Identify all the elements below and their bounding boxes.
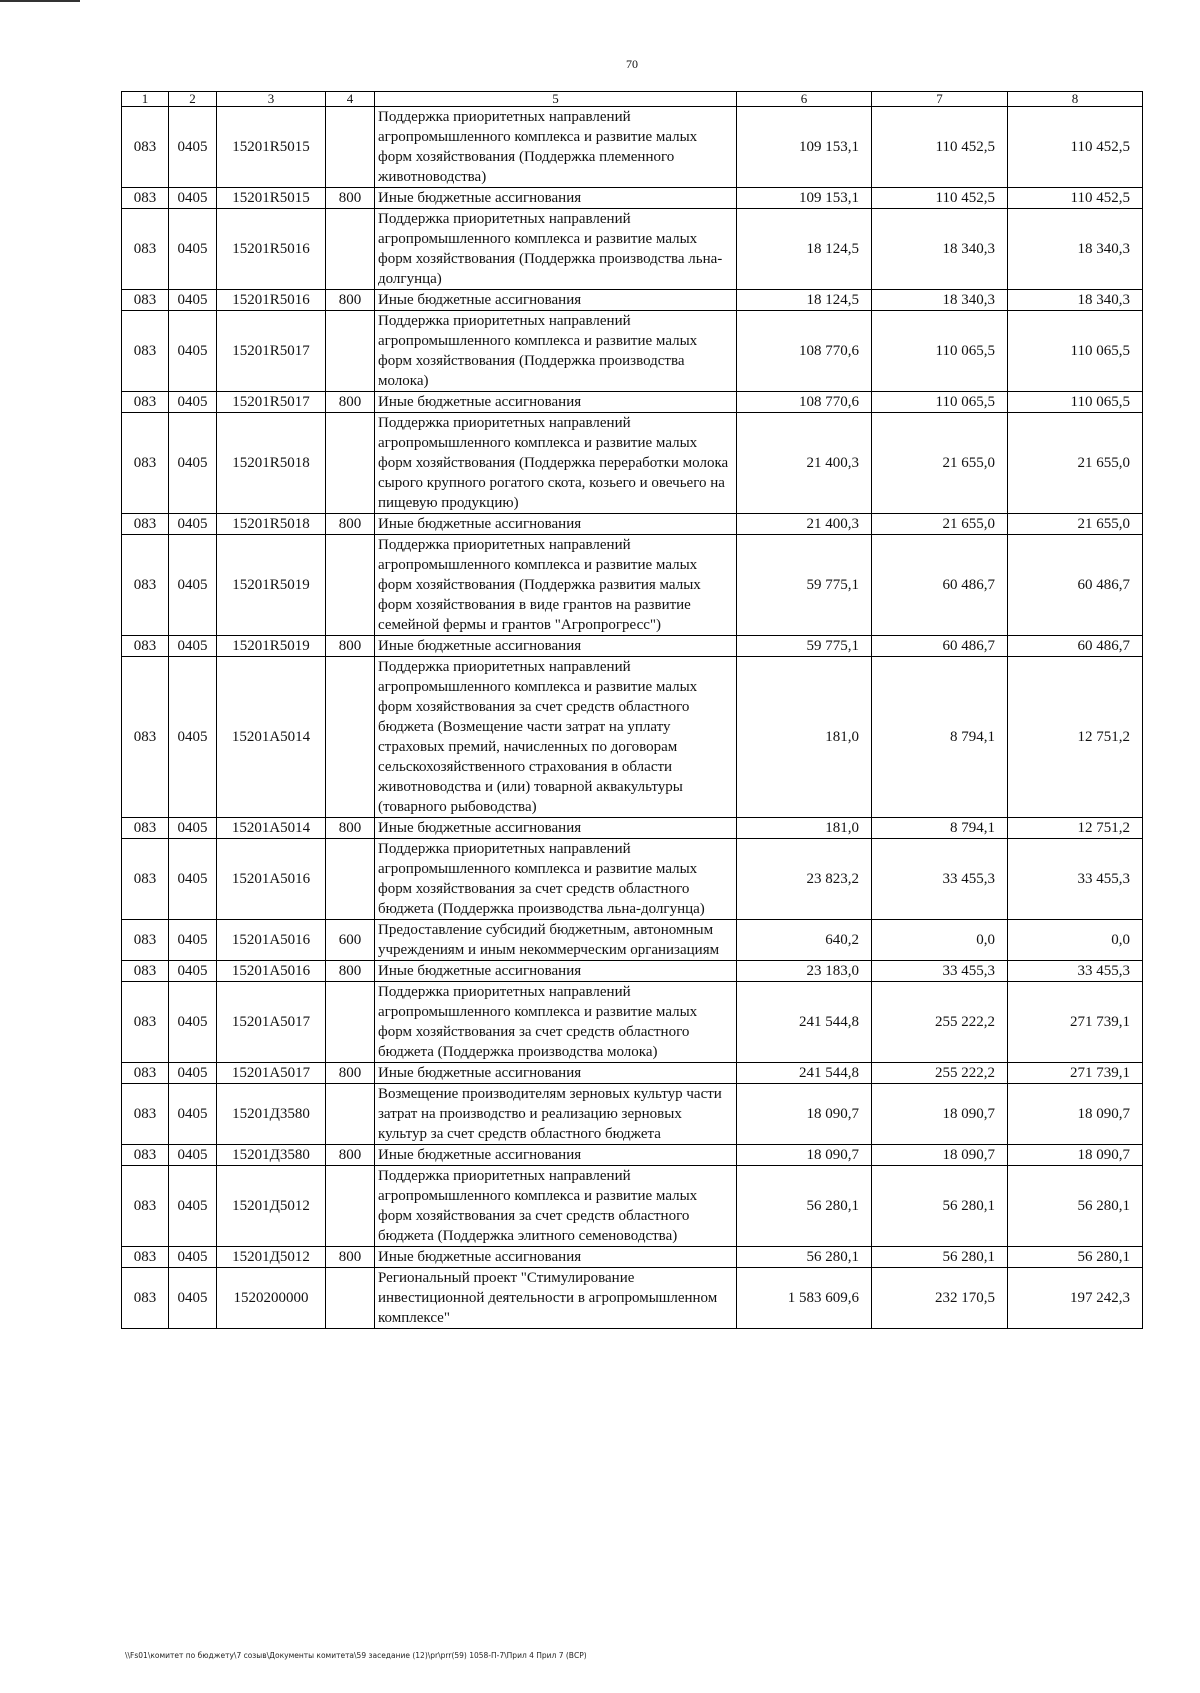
amount-year3-cell: 18 090,7 bbox=[1008, 1145, 1143, 1166]
expense-type-cell: 800 bbox=[326, 1063, 375, 1084]
amount-year1-cell: 21 400,3 bbox=[737, 514, 872, 535]
amount-year1-cell: 59 775,1 bbox=[737, 636, 872, 657]
page-number: 70 bbox=[626, 57, 638, 71]
description-cell: Предоставление субсидий бюджетным, автономным учреждениям и иным некоммерческим организациям bbox=[375, 920, 737, 961]
table-row bbox=[122, 839, 1143, 920]
expense-type-cell bbox=[326, 1268, 375, 1329]
amount-year1-cell: 18 124,5 bbox=[737, 290, 872, 311]
target-article-cell: 15201R5015 bbox=[217, 188, 326, 209]
amount-year1-cell: 18 090,7 bbox=[737, 1084, 872, 1145]
amount-year2-cell: 33 455,3 bbox=[872, 961, 1008, 982]
amount-year1-cell: 109 153,1 bbox=[737, 188, 872, 209]
table-row bbox=[122, 657, 1143, 818]
target-article-cell: 15201A5017 bbox=[217, 982, 326, 1063]
admin-code-cell: 083 bbox=[122, 982, 169, 1063]
header-cell: 1 bbox=[122, 92, 169, 107]
expense-type-cell: 800 bbox=[326, 290, 375, 311]
expense-type-cell: 600 bbox=[326, 920, 375, 961]
admin-code-cell: 083 bbox=[122, 107, 169, 188]
amount-year2-cell: 60 486,7 bbox=[872, 535, 1008, 636]
expense-type-cell: 800 bbox=[326, 1145, 375, 1166]
description-cell: Иные бюджетные ассигнования bbox=[375, 818, 737, 839]
admin-code-cell: 083 bbox=[122, 961, 169, 982]
expense-type-cell: 800 bbox=[326, 1247, 375, 1268]
target-article-cell: 15201R5017 bbox=[217, 311, 326, 392]
target-article-cell: 15201R5018 bbox=[217, 514, 326, 535]
amount-year2-cell: 255 222,2 bbox=[872, 982, 1008, 1063]
amount-year3-cell: 33 455,3 bbox=[1008, 839, 1143, 920]
amount-year3-cell: 18 090,7 bbox=[1008, 1084, 1143, 1145]
amount-year1-cell: 108 770,6 bbox=[737, 392, 872, 413]
table-row bbox=[122, 392, 1143, 413]
description-cell: Поддержка приоритетных направлений агропромышленного комплекса и развитие малых форм хозяйствования (Поддержка производства молока) bbox=[375, 311, 737, 392]
expense-type-cell bbox=[326, 1166, 375, 1247]
admin-code-cell: 083 bbox=[122, 311, 169, 392]
target-article-cell: 15201R5016 bbox=[217, 209, 326, 290]
amount-year2-cell: 33 455,3 bbox=[872, 839, 1008, 920]
amount-year3-cell: 12 751,2 bbox=[1008, 657, 1143, 818]
amount-year2-cell: 56 280,1 bbox=[872, 1247, 1008, 1268]
amount-year3-cell: 18 340,3 bbox=[1008, 290, 1143, 311]
amount-year3-cell: 56 280,1 bbox=[1008, 1166, 1143, 1247]
description-cell: Поддержка приоритетных направлений агропромышленного комплекса и развитие малых форм хозяйствования за счет средств областного бюджета (Поддержка производства молока) bbox=[375, 982, 737, 1063]
target-article-cell: 15201R5019 bbox=[217, 535, 326, 636]
budget-table bbox=[121, 91, 1143, 1329]
description-cell: Поддержка приоритетных направлений агропромышленного комплекса и развитие малых форм хозяйствования за счет средств областного бюджета (Поддержка элитного семеноводства) bbox=[375, 1166, 737, 1247]
target-article-cell: 15201A5016 bbox=[217, 839, 326, 920]
expense-type-cell bbox=[326, 982, 375, 1063]
amount-year3-cell: 271 739,1 bbox=[1008, 982, 1143, 1063]
amount-year2-cell: 21 655,0 bbox=[872, 413, 1008, 514]
target-article-cell: 15201R5016 bbox=[217, 290, 326, 311]
amount-year2-cell: 56 280,1 bbox=[872, 1166, 1008, 1247]
admin-code-cell: 083 bbox=[122, 290, 169, 311]
amount-year2-cell: 232 170,5 bbox=[872, 1268, 1008, 1329]
header-row bbox=[122, 92, 1143, 107]
admin-code-cell: 083 bbox=[122, 1084, 169, 1145]
admin-code-cell: 083 bbox=[122, 1145, 169, 1166]
admin-code-cell: 083 bbox=[122, 657, 169, 818]
description-cell: Поддержка приоритетных направлений агропромышленного комплекса и развитие малых форм хозяйствования за счет средств областного бюджета (Возмещение части затрат на уплату страховых премий, начисленных по договорам сельскохозяйственного страхования в области животноводства и (или) товарной аквакультуры (товарного рыбоводства) bbox=[375, 657, 737, 818]
amount-year1-cell: 181,0 bbox=[737, 818, 872, 839]
target-article-cell: 15201A5017 bbox=[217, 1063, 326, 1084]
table-row bbox=[122, 188, 1143, 209]
admin-code-cell: 083 bbox=[122, 535, 169, 636]
description-cell: Иные бюджетные ассигнования bbox=[375, 290, 737, 311]
amount-year1-cell: 109 153,1 bbox=[737, 107, 872, 188]
section-code-cell: 0405 bbox=[169, 1084, 217, 1145]
section-code-cell: 0405 bbox=[169, 636, 217, 657]
admin-code-cell: 083 bbox=[122, 1166, 169, 1247]
amount-year1-cell: 241 544,8 bbox=[737, 1063, 872, 1084]
target-article-cell: 15201R5015 bbox=[217, 107, 326, 188]
target-article-cell: 15201R5019 bbox=[217, 636, 326, 657]
section-code-cell: 0405 bbox=[169, 311, 217, 392]
amount-year2-cell: 8 794,1 bbox=[872, 657, 1008, 818]
table-row bbox=[122, 413, 1143, 514]
header-cell: 4 bbox=[326, 92, 375, 107]
amount-year1-cell: 23 823,2 bbox=[737, 839, 872, 920]
table-row bbox=[122, 920, 1143, 961]
description-cell: Иные бюджетные ассигнования bbox=[375, 392, 737, 413]
amount-year1-cell: 241 544,8 bbox=[737, 982, 872, 1063]
target-article-cell: 15201A5014 bbox=[217, 657, 326, 818]
target-article-cell: 15201A5016 bbox=[217, 961, 326, 982]
table-row bbox=[122, 1268, 1143, 1329]
amount-year1-cell: 18 124,5 bbox=[737, 209, 872, 290]
amount-year1-cell: 18 090,7 bbox=[737, 1145, 872, 1166]
amount-year3-cell: 271 739,1 bbox=[1008, 1063, 1143, 1084]
amount-year2-cell: 21 655,0 bbox=[872, 514, 1008, 535]
section-code-cell: 0405 bbox=[169, 1063, 217, 1084]
header-cell: 5 bbox=[375, 92, 737, 107]
amount-year2-cell: 110 452,5 bbox=[872, 188, 1008, 209]
section-code-cell: 0405 bbox=[169, 657, 217, 818]
admin-code-cell: 083 bbox=[122, 839, 169, 920]
amount-year3-cell: 197 242,3 bbox=[1008, 1268, 1143, 1329]
section-code-cell: 0405 bbox=[169, 961, 217, 982]
table-row bbox=[122, 1084, 1143, 1145]
footer-file-path: \\Fs01\комитет по бюджету\7 созыв\Документы комитета\59 заседание (12)\pr\prr(59) 1058-П-7\Прил 4 Прил 7 (ВСР) bbox=[125, 1651, 587, 1660]
target-article-cell: 15201A5014 bbox=[217, 818, 326, 839]
description-cell: Поддержка приоритетных направлений агропромышленного комплекса и развитие малых форм хозяйствования за счет средств областного бюджета (Поддержка производства льна-долгунца) bbox=[375, 839, 737, 920]
table-row bbox=[122, 290, 1143, 311]
header-cell: 2 bbox=[169, 92, 217, 107]
admin-code-cell: 083 bbox=[122, 392, 169, 413]
amount-year2-cell: 18 090,7 bbox=[872, 1084, 1008, 1145]
header-cell: 3 bbox=[217, 92, 326, 107]
amount-year1-cell: 640,2 bbox=[737, 920, 872, 961]
amount-year3-cell: 110 452,5 bbox=[1008, 188, 1143, 209]
expense-type-cell bbox=[326, 311, 375, 392]
admin-code-cell: 083 bbox=[122, 413, 169, 514]
amount-year3-cell: 21 655,0 bbox=[1008, 514, 1143, 535]
admin-code-cell: 083 bbox=[122, 188, 169, 209]
description-cell: Поддержка приоритетных направлений агропромышленного комплекса и развитие малых форм хозяйствования (Поддержка племенного животноводства) bbox=[375, 107, 737, 188]
section-code-cell: 0405 bbox=[169, 413, 217, 514]
amount-year3-cell: 12 751,2 bbox=[1008, 818, 1143, 839]
target-article-cell: 15201R5017 bbox=[217, 392, 326, 413]
admin-code-cell: 083 bbox=[122, 920, 169, 961]
amount-year3-cell: 60 486,7 bbox=[1008, 636, 1143, 657]
expense-type-cell: 800 bbox=[326, 514, 375, 535]
table-row bbox=[122, 1247, 1143, 1268]
table-row bbox=[122, 107, 1143, 188]
admin-code-cell: 083 bbox=[122, 636, 169, 657]
amount-year2-cell: 110 452,5 bbox=[872, 107, 1008, 188]
admin-code-cell: 083 bbox=[122, 209, 169, 290]
amount-year3-cell: 18 340,3 bbox=[1008, 209, 1143, 290]
expense-type-cell: 800 bbox=[326, 392, 375, 413]
amount-year1-cell: 1 583 609,6 bbox=[737, 1268, 872, 1329]
expense-type-cell bbox=[326, 209, 375, 290]
table-row bbox=[122, 636, 1143, 657]
target-article-cell: 15201Д5012 bbox=[217, 1166, 326, 1247]
amount-year2-cell: 110 065,5 bbox=[872, 311, 1008, 392]
amount-year3-cell: 110 452,5 bbox=[1008, 107, 1143, 188]
amount-year1-cell: 56 280,1 bbox=[737, 1166, 872, 1247]
section-code-cell: 0405 bbox=[169, 920, 217, 961]
expense-type-cell: 800 bbox=[326, 818, 375, 839]
amount-year3-cell: 110 065,5 bbox=[1008, 392, 1143, 413]
amount-year2-cell: 18 340,3 bbox=[872, 209, 1008, 290]
expense-type-cell bbox=[326, 413, 375, 514]
amount-year3-cell: 33 455,3 bbox=[1008, 961, 1143, 982]
table-row bbox=[122, 514, 1143, 535]
section-code-cell: 0405 bbox=[169, 535, 217, 636]
description-cell: Поддержка приоритетных направлений агропромышленного комплекса и развитие малых форм хозяйствования (Поддержка развития малых форм хозяйствования в виде грантов на развитие семейной фермы и грантов "Агропрогресс") bbox=[375, 535, 737, 636]
amount-year3-cell: 110 065,5 bbox=[1008, 311, 1143, 392]
section-code-cell: 0405 bbox=[169, 1268, 217, 1329]
table-row bbox=[122, 961, 1143, 982]
section-code-cell: 0405 bbox=[169, 839, 217, 920]
section-code-cell: 0405 bbox=[169, 1145, 217, 1166]
target-article-cell: 1520200000 bbox=[217, 1268, 326, 1329]
expense-type-cell: 800 bbox=[326, 636, 375, 657]
amount-year2-cell: 18 340,3 bbox=[872, 290, 1008, 311]
header-cell: 6 bbox=[737, 92, 872, 107]
amount-year2-cell: 18 090,7 bbox=[872, 1145, 1008, 1166]
expense-type-cell bbox=[326, 107, 375, 188]
section-code-cell: 0405 bbox=[169, 209, 217, 290]
description-cell: Иные бюджетные ассигнования bbox=[375, 188, 737, 209]
table-row bbox=[122, 209, 1143, 290]
amount-year1-cell: 23 183,0 bbox=[737, 961, 872, 982]
amount-year3-cell: 56 280,1 bbox=[1008, 1247, 1143, 1268]
description-cell: Иные бюджетные ассигнования bbox=[375, 1247, 737, 1268]
table-row bbox=[122, 1063, 1143, 1084]
section-code-cell: 0405 bbox=[169, 1166, 217, 1247]
amount-year2-cell: 255 222,2 bbox=[872, 1063, 1008, 1084]
description-cell: Иные бюджетные ассигнования bbox=[375, 961, 737, 982]
amount-year3-cell: 21 655,0 bbox=[1008, 413, 1143, 514]
target-article-cell: 15201A5016 bbox=[217, 920, 326, 961]
amount-year1-cell: 108 770,6 bbox=[737, 311, 872, 392]
target-article-cell: 15201Д3580 bbox=[217, 1145, 326, 1166]
table-row bbox=[122, 982, 1143, 1063]
admin-code-cell: 083 bbox=[122, 1247, 169, 1268]
amount-year2-cell: 8 794,1 bbox=[872, 818, 1008, 839]
amount-year2-cell: 0,0 bbox=[872, 920, 1008, 961]
section-code-cell: 0405 bbox=[169, 514, 217, 535]
description-cell: Иные бюджетные ассигнования bbox=[375, 514, 737, 535]
table-row bbox=[122, 1166, 1143, 1247]
description-cell: Иные бюджетные ассигнования bbox=[375, 1063, 737, 1084]
amount-year1-cell: 181,0 bbox=[737, 657, 872, 818]
header-cell: 7 bbox=[872, 92, 1008, 107]
section-code-cell: 0405 bbox=[169, 290, 217, 311]
amount-year2-cell: 60 486,7 bbox=[872, 636, 1008, 657]
scan-edge-mark bbox=[0, 0, 80, 2]
amount-year3-cell: 60 486,7 bbox=[1008, 535, 1143, 636]
amount-year1-cell: 59 775,1 bbox=[737, 535, 872, 636]
description-cell: Иные бюджетные ассигнования bbox=[375, 636, 737, 657]
admin-code-cell: 083 bbox=[122, 1063, 169, 1084]
section-code-cell: 0405 bbox=[169, 818, 217, 839]
description-cell: Поддержка приоритетных направлений агропромышленного комплекса и развитие малых форм хозяйствования (Поддержка переработки молока сырого крупного рогатого скота, козьего и овечьего на пищевую продукцию) bbox=[375, 413, 737, 514]
target-article-cell: 15201R5018 bbox=[217, 413, 326, 514]
expense-type-cell bbox=[326, 535, 375, 636]
header-cell: 8 bbox=[1008, 92, 1143, 107]
expense-type-cell bbox=[326, 839, 375, 920]
section-code-cell: 0405 bbox=[169, 982, 217, 1063]
expense-type-cell: 800 bbox=[326, 961, 375, 982]
description-cell: Иные бюджетные ассигнования bbox=[375, 1145, 737, 1166]
amount-year3-cell: 0,0 bbox=[1008, 920, 1143, 961]
table-row bbox=[122, 311, 1143, 392]
section-code-cell: 0405 bbox=[169, 392, 217, 413]
table-row bbox=[122, 818, 1143, 839]
expense-type-cell: 800 bbox=[326, 188, 375, 209]
description-cell: Поддержка приоритетных направлений агропромышленного комплекса и развитие малых форм хозяйствования (Поддержка производства льна-долгунца) bbox=[375, 209, 737, 290]
target-article-cell: 15201Д3580 bbox=[217, 1084, 326, 1145]
section-code-cell: 0405 bbox=[169, 188, 217, 209]
table-row bbox=[122, 1145, 1143, 1166]
amount-year1-cell: 21 400,3 bbox=[737, 413, 872, 514]
description-cell: Возмещение производителям зерновых культур части затрат на производство и реализацию зерновых культур за счет средств областного бюджета bbox=[375, 1084, 737, 1145]
table-row bbox=[122, 535, 1143, 636]
expense-type-cell bbox=[326, 657, 375, 818]
admin-code-cell: 083 bbox=[122, 514, 169, 535]
admin-code-cell: 083 bbox=[122, 818, 169, 839]
expense-type-cell bbox=[326, 1084, 375, 1145]
section-code-cell: 0405 bbox=[169, 1247, 217, 1268]
target-article-cell: 15201Д5012 bbox=[217, 1247, 326, 1268]
admin-code-cell: 083 bbox=[122, 1268, 169, 1329]
description-cell: Региональный проект "Стимулирование инвестиционной деятельности в агропромышленном комплексе" bbox=[375, 1268, 737, 1329]
amount-year1-cell: 56 280,1 bbox=[737, 1247, 872, 1268]
amount-year2-cell: 110 065,5 bbox=[872, 392, 1008, 413]
section-code-cell: 0405 bbox=[169, 107, 217, 188]
